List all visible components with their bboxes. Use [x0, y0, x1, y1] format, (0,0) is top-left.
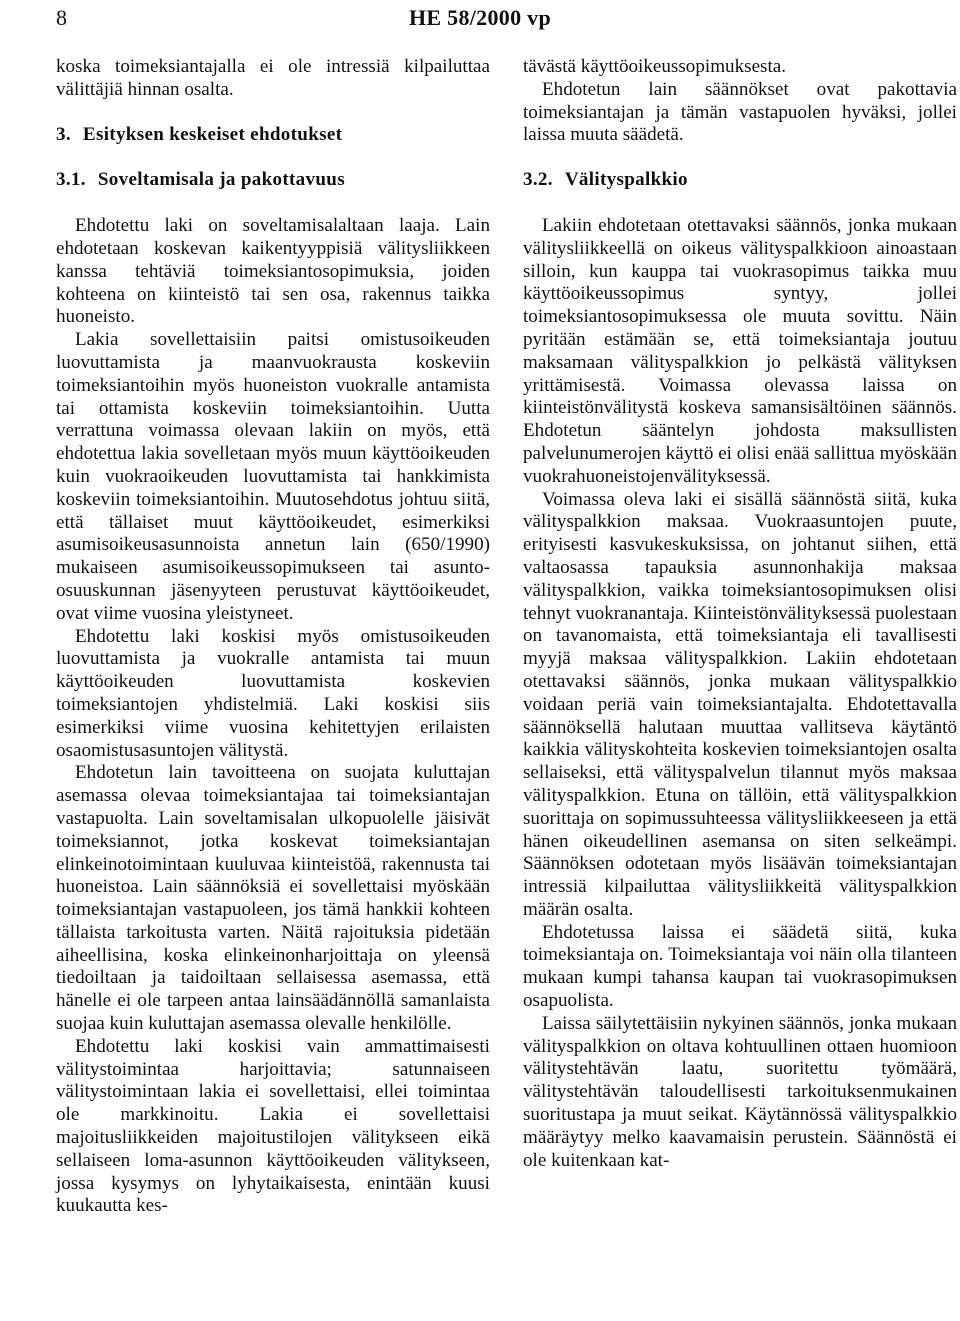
- body-paragraph: Voimassa oleva laki ei sisällä säännöstä siitä, kuka välityspalkkion maksaa. Vuokraasuntojen puute, erityisesti kasvukeskuksissa, on johtanut siihen, että valtaosassa tapauksia asunnonhakija maksaa välityspalkkion, vaikka toimeksiantosopimuksen olisi tehnyt vuokranantaja. Kiinteistönvälityksessä puolestaan on tavanomaista, että toimeksiantaja eli tavallisesti myyjä maksaa välityspalkkion. Lakiin ehdotetaan otettavaksi säännös, jonka mukaan välityspalkkio voidaan periä vain toimeksiantajalta. Ehdotettavalla säännöksellä halutaan muuttaa vallitseva käytäntö kaikkia välityskohteita koskevien toimeksiantojen osalta sellaiseksi, että välityspalvelun tilannut myös maksaa välityspalkkion. Etuna on tällöin, että välityspalkkion suorittaja on sopimussuhteessa välitysliikkeeseen ja että hänen oikeudellinen asemansa on siten selkeämpi. Säännöksen odotetaan myös lisäävän toimeksiantajan intressiä kilpailuttaa välitysliikkeitä välityspalkkion määrän osalta.: [523, 488, 957, 920]
- intro-paragraph: koska toimeksiantajalla ei ole intressiä kilpailuttaa välittäjiä hinnan osalta.: [56, 56, 490, 100]
- body-paragraph: Ehdotettu laki koskisi vain ammattimaisesti välitystoimintaa harjoittavia; satunnaiseen välitystoimintaan lakia ei sovellettaisi, ellei toimintaa ole markkinoitu. Lakia ei sovellettaisi majoitusliikkeiden majoitustilojen välitykseen eikä sellaiseen loma-asunnon käyttöoikeuden välitykseen, jossa kysymys on lyhytaikaisesta, enintään kuusi kuukautta kes-: [56, 1035, 490, 1217]
- body-paragraph: Ehdotetun lain säännökset ovat pakottavia toimeksiantajan ja tämän vastapuolen hyväksi, jollei laissa muuta säädetä.: [523, 78, 957, 146]
- page-number: 8: [56, 5, 67, 30]
- section-number: 3.1.: [56, 169, 86, 191]
- body-paragraph: Lakia sovellettaisiin paitsi omistusoikeuden luovuttamista ja maanvuokrausta koskeviin toimeksiantoihin myös huoneiston vuokralle antamista tai ottamista koskeviin toimeksiantoihin. Uutta verrattuna voimassa olevaan lakiin on myös, että ehdotettua lakia sovelletaan myös muun käyttöoikeuden kuin vuokraoikeuden luovuttamista tai hankkimista koskeviin toimeksiantoihin. Muutosehdotus johtuu siitä, että tällaiset muut käyttöoikeudet, esimerkiksi asumisoikeusasunnoista annetun lain (650/1990) mukaiseen asumisoikeussopimukseen tai asunto-osuuskunnan jäsenyyteen perustuvat käyttöoikeudet, ovat viime vuosina yleistyneet.: [56, 329, 490, 624]
- section-number: 3.: [56, 123, 71, 145]
- section-heading-3-2: [523, 169, 957, 192]
- body-paragraph: Ehdotettu laki koskisi myös omistusoikeuden luovuttamista ja vuokralle antamista tai muun käyttöoikeuden luovuttamista koskevien toimeksiantojen yhdistelmiä. Laki koskisi siis esimerkiksi viime vuosina kehitettyjen erilaisten osaomistusasuntojen välitystä.: [56, 625, 490, 761]
- body-paragraph: Laissa säilytettäisiin nykyinen säännös, jonka mukaan välityspalkkion on oltava kohtuullinen ottaen huomioon välitystehtävän laatu, suoritettu työmäärä, välitystehtävän taloudellisesti tarkoituksenmukainen suoritustapa ja muut seikat. Käytännössä välityspalkkio määräytyy melko kaavamaisin perustein. Säännöstä ei ole kuitenkaan kat-: [523, 1012, 957, 1171]
- section-heading-3: [56, 124, 490, 147]
- page-header: [0, 5, 960, 35]
- body-paragraph: Ehdotetussa laissa ei säädetä siitä, kuka toimeksiantaja on. Toimeksiantaja voi näin olla tilanteen mukaan kumpi tahansa kaupan tai vuokrasopimuksen osapuolista.: [523, 921, 957, 1012]
- body-paragraph: Ehdotettu laki on soveltamisalaltaan laaja. Lain ehdotetaan koskevan kaikentyyppisiä välitysliikkeen kanssa tehtäviä toimeksiantosopimuksia, joiden kohteena on kiinteistö tai sen osa, rakennus taikka huoneisto.: [56, 215, 490, 328]
- right-column: [523, 56, 957, 1172]
- document-id: HE 58/2000 vp: [408, 5, 552, 30]
- section-number: 3.2.: [523, 169, 553, 191]
- section-title: Soveltamisala ja pakottavuus: [97, 169, 345, 191]
- left-column: [56, 56, 490, 1218]
- section-heading-3-1: [56, 169, 490, 192]
- section-title: Esityksen keskeiset ehdotukset: [82, 123, 343, 145]
- section-title: Välityspalkkio: [564, 169, 688, 191]
- body-paragraph: Lakiin ehdotetaan otettavaksi säännös, jonka mukaan välitysliikkeellä on oikeus välityspalkkioon ainoastaan silloin, kun kauppa tai vuokrasopimus taikka muu käyttöoikeussopimus syntyy, jollei toimeksiantosopimuksessa ole muuta sovittu. Näin pyritään estämään se, että toimeksiantaja joutuu maksamaan välityspalkkion jo pelkästä välityksen yrittämisestä. Voimassa olevassa laissa on kiinteistönvälitystä koskeva samansisältöinen säännös. Ehdotetun sääntelyn johdosta maksullisten palvelunumerojen käyttö ei olisi enää sallittua myöskään vuokrahuoneistojenvälityksessä.: [523, 214, 957, 487]
- continuation-paragraph: tävästä käyttöoikeussopimuksesta.: [523, 56, 787, 77]
- body-paragraph: Ehdotetun lain tavoitteena on suojata kuluttajan asemassa olevaa toimeksiantajaa tai toimeksiantajan vastapuolta. Lain soveltamisalan ulkopuolelle jäisivät toimeksiannot, jotka koskevat toimeksiantajan elinkeinotoimintaan kuuluvaa kiinteistöä, rakennusta tai huoneistoa. Lain säännöksiä ei sovellettaisi myöskään toimeksiantajan vastapuoleen, jos tämä hankkii kohteen tällaista tarkoitusta varten. Näitä rajoituksia pidetään aiheellisina, koska elinkeinonharjoittaja on yleensä tiedoiltaan ja taidoiltaan sellaisessa asemassa, että hänelle ei ole tarpeen antaa lainsäädännöllä samanlaista suojaa kuin kuluttajan asemassa olevalle henkilölle.: [56, 762, 490, 1035]
